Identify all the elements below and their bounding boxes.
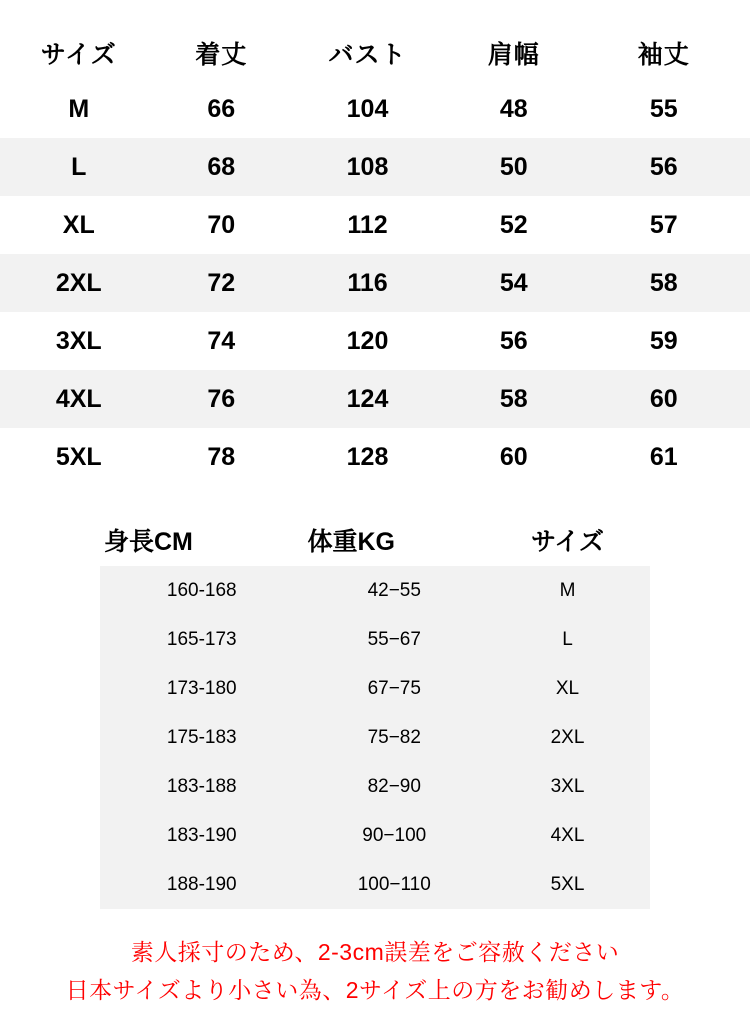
cell-shoulder: 54 (450, 254, 578, 312)
table-row (100, 860, 650, 909)
cell-length: 74 (158, 312, 286, 370)
cell-sleeve: 60 (578, 370, 750, 428)
table-row (0, 254, 750, 312)
table-row (100, 664, 650, 713)
fit-recommendation-section (0, 514, 750, 909)
cell-bust: 128 (285, 428, 450, 486)
cell-height: 160-168 (100, 566, 304, 615)
col-header-sleeve: 袖丈 (578, 26, 750, 80)
cell-sleeve: 58 (578, 254, 750, 312)
cell-size: M (485, 566, 650, 615)
cell-sleeve: 55 (578, 80, 750, 138)
cell-size: 4XL (485, 811, 650, 860)
cell-size: 3XL (0, 312, 158, 370)
col-header-bust: バスト (285, 26, 450, 80)
cell-sleeve: 61 (578, 428, 750, 486)
cell-size: M (0, 80, 158, 138)
cell-height: 188-190 (100, 860, 304, 909)
cell-bust: 112 (285, 196, 450, 254)
cell-bust: 120 (285, 312, 450, 370)
cell-weight: 75−82 (304, 713, 486, 762)
table-row (100, 713, 650, 762)
col-header-height: 身長CM (100, 514, 304, 566)
table-row (100, 566, 650, 615)
cell-height: 175-183 (100, 713, 304, 762)
cell-size: 4XL (0, 370, 158, 428)
cell-size: XL (0, 196, 158, 254)
cell-length: 68 (158, 138, 286, 196)
cell-length: 70 (158, 196, 286, 254)
cell-length: 76 (158, 370, 286, 428)
col-header-weight: 体重KG (304, 514, 486, 566)
table-row (0, 312, 750, 370)
table-row (100, 811, 650, 860)
cell-length: 66 (158, 80, 286, 138)
cell-size: 2XL (485, 713, 650, 762)
table-row (0, 196, 750, 254)
cell-height: 173-180 (100, 664, 304, 713)
cell-weight: 42−55 (304, 566, 486, 615)
note-measurement-tolerance: 素人採寸のため、2-3cm誤差をご容赦ください (0, 933, 750, 971)
cell-shoulder: 52 (450, 196, 578, 254)
cell-size: 5XL (0, 428, 158, 486)
fit-recommendation-table (100, 514, 650, 909)
cell-height: 183-188 (100, 762, 304, 811)
cell-weight: 55−67 (304, 615, 486, 664)
cell-size: 5XL (485, 860, 650, 909)
cell-shoulder: 58 (450, 370, 578, 428)
cell-height: 165-173 (100, 615, 304, 664)
cell-bust: 124 (285, 370, 450, 428)
fit-table-header (100, 514, 650, 566)
cell-length: 78 (158, 428, 286, 486)
cell-size: L (485, 615, 650, 664)
cell-weight: 82−90 (304, 762, 486, 811)
size-notes (0, 933, 750, 1009)
table-row (0, 80, 750, 138)
cell-weight: 67−75 (304, 664, 486, 713)
cell-weight: 100−110 (304, 860, 486, 909)
cell-height: 183-190 (100, 811, 304, 860)
cell-size: 3XL (485, 762, 650, 811)
cell-shoulder: 60 (450, 428, 578, 486)
cell-bust: 108 (285, 138, 450, 196)
col-header-shoulder: 肩幅 (450, 26, 578, 80)
cell-weight: 90−100 (304, 811, 486, 860)
cell-size: L (0, 138, 158, 196)
col-header-size: サイズ (0, 26, 158, 80)
cell-sleeve: 56 (578, 138, 750, 196)
cell-shoulder: 56 (450, 312, 578, 370)
size-guide-page (0, 26, 750, 1026)
cell-sleeve: 59 (578, 312, 750, 370)
size-table-header (0, 26, 750, 80)
cell-size: XL (485, 664, 650, 713)
cell-length: 72 (158, 254, 286, 312)
table-row (100, 615, 650, 664)
cell-size: 2XL (0, 254, 158, 312)
table-row (0, 138, 750, 196)
cell-shoulder: 48 (450, 80, 578, 138)
table-row (100, 762, 650, 811)
size-table-body (0, 80, 750, 486)
table-row (0, 370, 750, 428)
table-header-row (0, 26, 750, 80)
cell-bust: 104 (285, 80, 450, 138)
fit-table-body (100, 566, 650, 909)
size-measurement-table (0, 26, 750, 486)
col-header-length: 着丈 (158, 26, 286, 80)
cell-sleeve: 57 (578, 196, 750, 254)
col-header-size: サイズ (485, 514, 650, 566)
cell-bust: 116 (285, 254, 450, 312)
table-header-row (100, 514, 650, 566)
note-size-up-advice: 日本サイズより小さい為、2サイズ上の方をお勧めします。 (0, 971, 750, 1009)
cell-shoulder: 50 (450, 138, 578, 196)
table-row (0, 428, 750, 486)
